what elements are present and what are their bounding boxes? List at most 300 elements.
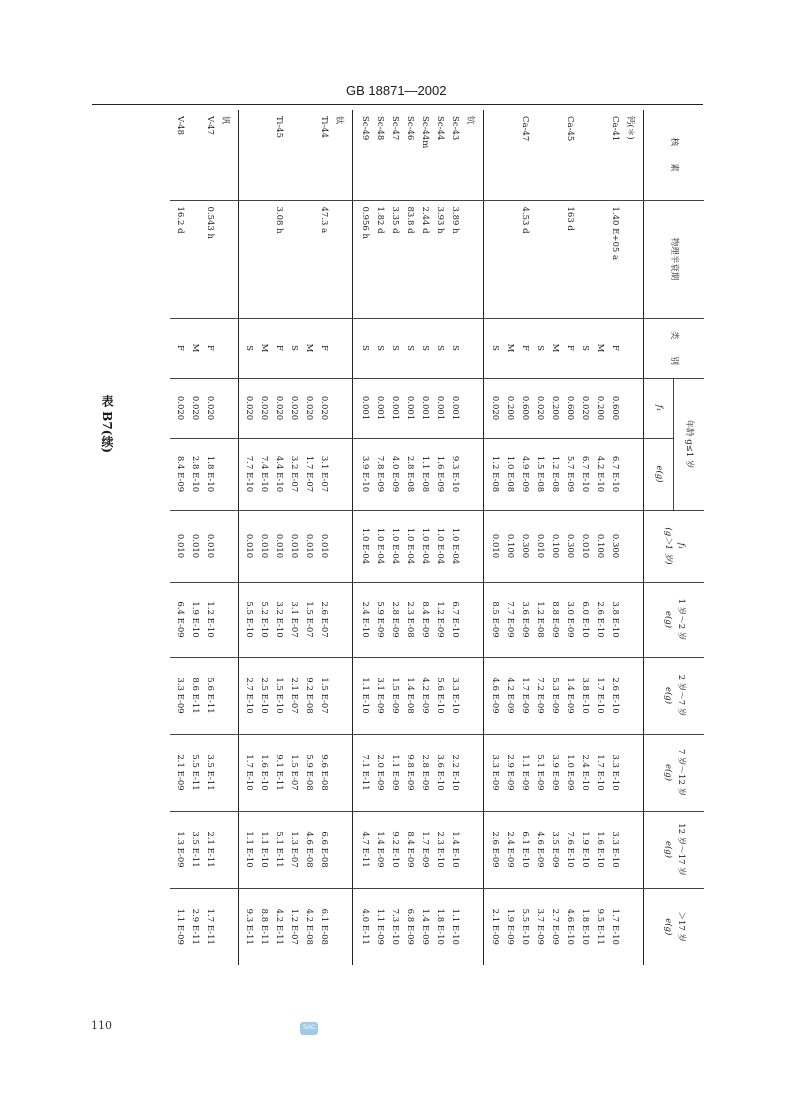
table-group-row (353, 110, 483, 1042)
cell-f1o: 1.0 E-04 (449, 527, 460, 565)
cell-a3: 7.1 E-11 (359, 754, 370, 791)
cell-a4: 2.3 E-10 (434, 831, 445, 868)
cell-a5: 1.9 E-09 (505, 908, 516, 945)
blank-line (488, 207, 503, 318)
cell-a1: 8.5 E-09 (490, 601, 501, 638)
cell-f1: 0.020 (274, 395, 285, 421)
cell-a5: 1.2 E-07 (289, 908, 300, 945)
half-life-value: 1.82 d (374, 206, 385, 234)
cell-a2: 4.2 E-09 (505, 677, 516, 714)
cell-class: M (189, 343, 200, 353)
col-eg (483, 438, 644, 510)
nuclide-name: Sc-49 (359, 116, 370, 141)
cell-a5: 9.5 E-11 (595, 908, 606, 945)
cell-eg: 4.2 E-10 (595, 455, 606, 493)
cell-eg: 7.4 E-10 (259, 455, 270, 493)
header-age-5 (644, 888, 704, 965)
col-f1 (483, 378, 644, 438)
cell-f1: 0.200 (595, 395, 606, 421)
cell-f1o: 0.010 (490, 533, 501, 559)
cell-f1: 0.020 (289, 395, 300, 421)
blank-line (462, 658, 477, 734)
blank-line (187, 116, 202, 200)
cell-class: F (274, 345, 285, 351)
cell-f1: 0.020 (174, 395, 185, 421)
cell-a2: 3.3 E-09 (174, 677, 185, 714)
cell-a3: 1.7 E-10 (244, 754, 255, 791)
blank-line (301, 116, 316, 200)
blank-line (533, 207, 548, 318)
blank-line (503, 116, 518, 200)
blank-line (623, 583, 638, 657)
cell-a5: 1.4 E-09 (419, 908, 430, 945)
cell-a4: 3.5 E-09 (550, 831, 561, 868)
header-age-4 (644, 811, 704, 888)
col-a3 (238, 734, 353, 811)
cell-a4: 5.1 E-11 (274, 831, 285, 868)
cell-a4: 3.5 E-11 (189, 831, 200, 868)
cell-a5: 5.5 E-10 (520, 908, 531, 945)
cell-a2: 1.5 E-09 (389, 677, 400, 714)
half-life-cell (170, 200, 238, 318)
rotated-table-wrapper (170, 110, 704, 1042)
cell-a3: 1.6 E-10 (259, 754, 270, 791)
cell-f1: 0.001 (374, 395, 385, 421)
half-life-value: 3.93 h (434, 206, 445, 234)
blank-line (462, 379, 477, 438)
col-a1 (238, 582, 353, 657)
cell-a3: 9.1 E-11 (274, 754, 285, 791)
cell-a4: 1.9 E-10 (580, 831, 591, 868)
cell-a5: 2.1 E-09 (490, 908, 501, 945)
cell-class: F (204, 345, 215, 351)
blank-line (187, 207, 202, 318)
cell-f1o: 0.100 (550, 533, 561, 559)
cell-a4: 7.6 E-10 (565, 831, 576, 868)
header-age-1 (644, 582, 704, 657)
nuclide-name: Sc-44 (434, 116, 445, 141)
cell-a5: 1.7 E-11 (204, 908, 215, 945)
half-life-value: 2.44 d (419, 206, 430, 234)
cell-f1: 0.020 (319, 395, 330, 421)
cell-a4: 4.6 E-09 (535, 831, 546, 868)
cell-a4: 1.1 E-10 (244, 831, 255, 868)
cell-class: S (244, 345, 255, 351)
cell-class: S (449, 345, 460, 351)
nuclide-cell (170, 110, 238, 200)
cell-a4: 9.2 E-10 (389, 831, 400, 868)
cell-a2: 2.1 E-07 (289, 677, 300, 714)
cell-f1: 0.001 (434, 395, 445, 421)
header-rule (92, 104, 703, 105)
blank-line (217, 889, 232, 966)
cell-eg: 1.1 E-08 (419, 455, 430, 493)
cell-a4: 6.6 E-08 (319, 831, 330, 868)
half-life-value: 3.35 d (389, 206, 400, 234)
blank-line (623, 439, 638, 510)
col-a2 (238, 657, 353, 734)
element-group-label: 钙(＊) (625, 116, 636, 140)
cell-a1: 1.2 E-10 (204, 601, 215, 638)
blank-line (241, 207, 256, 318)
cell-eg: 3.9 E-10 (359, 455, 370, 493)
blank-line (623, 812, 638, 888)
cell-a2: 1.5 E-07 (319, 677, 330, 714)
cell-f1: 0.001 (449, 395, 460, 421)
cell-a3: 3.5 E-11 (204, 754, 215, 791)
cell-eg: 1.0 E-08 (505, 455, 516, 493)
blank-line (462, 207, 477, 318)
cell-a3: 2.1 E-09 (174, 754, 185, 791)
blank-line (548, 116, 563, 200)
cell-f1o: 0.010 (174, 533, 185, 559)
cell-eg: 4.9 E-09 (520, 455, 531, 493)
cell-class: S (419, 345, 430, 351)
cell-a3: 1.1 E-09 (520, 754, 531, 791)
cell-a4: 4.7 E-11 (359, 831, 370, 868)
cell-eg: 1.2 E-08 (490, 455, 501, 493)
nuclide-name: Ca-41 (610, 116, 621, 142)
table-caption: 表 B7(续) (100, 395, 114, 454)
cell-a5: 4.2 E-08 (304, 908, 315, 945)
col-f1o (238, 510, 353, 582)
half-life-value: 4.53 d (520, 206, 531, 234)
header-age-1-eg: e(g) (662, 610, 673, 629)
cell-a3: 2.2 E-10 (449, 754, 460, 791)
col-a2 (353, 657, 483, 734)
cell-a3: 3.9 E-09 (550, 754, 561, 791)
col-a5 (483, 888, 644, 965)
nuclide-cell (353, 110, 483, 200)
cell-a5: 2.9 E-11 (189, 908, 200, 945)
cell-a1: 7.7 E-09 (505, 601, 516, 638)
nuclide-name: Sc-48 (374, 116, 385, 141)
cell-a1: 3.6 E-09 (520, 601, 531, 638)
cell-f1: 0.001 (359, 395, 370, 421)
half-life-value: 47.3 a (319, 206, 330, 234)
blank-line (623, 319, 638, 378)
cell-a1: 1.5 E-07 (304, 601, 315, 638)
cell-class: S (535, 345, 546, 351)
cell-f1o: 1.0 E-04 (419, 527, 430, 565)
cell-a2: 5.6 E-11 (204, 677, 215, 714)
cell-f1o: 0.010 (274, 533, 285, 559)
cell-a4: 3.3 E-10 (610, 831, 621, 868)
cell-class: F (520, 345, 531, 351)
cell-a5: 7.3 E-10 (389, 908, 400, 945)
cell-a4: 2.6 E-09 (490, 831, 501, 868)
cell-class: S (490, 345, 501, 351)
blank-line (623, 511, 638, 582)
header-age-2-eg: e(g) (662, 686, 673, 705)
cell-a1: 2.6 E-10 (595, 601, 606, 638)
col-f1 (353, 378, 483, 438)
col-f1 (238, 378, 353, 438)
cell-a2: 1.7 E-10 (595, 677, 606, 714)
cell-a5: 1.7 E-10 (610, 908, 621, 945)
cell-a3: 3.6 E-10 (434, 754, 445, 791)
nuclide-name: Sc-44m (419, 116, 430, 149)
cell-class: F (565, 345, 576, 351)
nuclide-name: Ti-44 (319, 116, 330, 139)
cell-a2: 7.2 E-09 (535, 677, 546, 714)
cell-a3: 5.5 E-11 (189, 754, 200, 791)
cell-a1: 5.9 E-09 (374, 601, 385, 638)
cell-a3: 1.1 E-09 (389, 754, 400, 791)
cell-class: S (580, 345, 591, 351)
blank-line (533, 116, 548, 200)
cell-a2: 2.6 E-10 (610, 677, 621, 714)
cell-class: F (610, 345, 621, 351)
header-age-3-eg: e(g) (662, 763, 673, 782)
cell-a3: 9.6 E-08 (319, 754, 330, 791)
cell-f1o: 0.100 (505, 533, 516, 559)
col-f1o (170, 510, 238, 582)
half-life-value: 0.543 h (204, 206, 215, 240)
blank-line (331, 889, 346, 966)
element-group-label: 钪 (464, 116, 475, 125)
col-a3 (170, 734, 238, 811)
nuclide-name: V-48 (174, 116, 185, 136)
cell-eg: 1.5 E-08 (535, 455, 546, 493)
cell-a5: 1.8 E-10 (580, 908, 591, 945)
cell-f1o: 0.010 (204, 533, 215, 559)
blank-line (462, 889, 477, 966)
blank-line (623, 735, 638, 811)
header-age-group: 年龄 g≤1 岁 (674, 378, 704, 510)
blank-line (331, 379, 346, 438)
cell-class: F (174, 345, 185, 351)
col-eg (353, 438, 483, 510)
cell-a2: 1.1 E-10 (359, 677, 370, 714)
cell-a2: 2.7 E-10 (244, 677, 255, 714)
blank-line (331, 319, 346, 378)
blank-line (217, 658, 232, 734)
cell-f1o: 0.100 (595, 533, 606, 559)
cell-a3: 2.0 E-09 (374, 754, 385, 791)
standard-id: GB 18871—2002 (346, 83, 447, 98)
cell-a3: 1.5 E-07 (289, 754, 300, 791)
col-eg (170, 438, 238, 510)
blank-line (331, 583, 346, 657)
element-group-label: 钛 (334, 116, 345, 125)
cell-a1: 3.1 E-07 (289, 601, 300, 638)
element-group-label: 钒 (219, 116, 230, 125)
header-age-2 (644, 657, 704, 734)
blank-line (331, 207, 346, 318)
cell-class: S (389, 345, 400, 351)
cell-a2: 1.7 E-09 (520, 677, 531, 714)
cell-f1: 0.020 (535, 395, 546, 421)
cell-f1o: 0.010 (319, 533, 330, 559)
table-group-row (238, 110, 353, 1042)
half-life-cell (238, 200, 353, 318)
blank-line (217, 379, 232, 438)
half-life-value: 0.956 h (359, 206, 370, 240)
col-a1 (170, 582, 238, 657)
col-class (238, 318, 353, 378)
cell-f1o: 0.010 (580, 533, 591, 559)
cell-a3: 2.4 E-10 (580, 754, 591, 791)
half-life-value: 16.2 d (174, 206, 185, 234)
blank-line (217, 207, 232, 318)
cell-a4: 1.3 E-07 (289, 831, 300, 868)
cell-a3: 1.0 E-09 (565, 754, 576, 791)
cell-a1: 6.0 E-10 (580, 601, 591, 638)
blank-line (623, 207, 638, 318)
cell-class: S (289, 345, 300, 351)
cell-f1o: 1.0 E-04 (359, 527, 370, 565)
cell-a2: 3.1 E-09 (374, 677, 385, 714)
cell-f1: 0.001 (419, 395, 430, 421)
cell-f1o: 1.0 E-04 (374, 527, 385, 565)
cell-eg: 1.2 E-08 (550, 455, 561, 493)
cell-a4: 2.1 E-11 (204, 831, 215, 868)
blank-line (331, 511, 346, 582)
col-a4 (353, 811, 483, 888)
cell-a3: 5.1 E-09 (535, 754, 546, 791)
cell-a1: 2.4 E-10 (359, 601, 370, 638)
cell-f1: 0.020 (244, 395, 255, 421)
cell-f1: 0.200 (550, 395, 561, 421)
header-age-5-eg: e(g) (662, 918, 673, 936)
cell-class: M (505, 343, 516, 353)
col-a1 (353, 582, 483, 657)
half-life-cell (483, 200, 644, 318)
half-life-value: 3.08 h (274, 206, 285, 234)
blank-line (217, 319, 232, 378)
cell-a1: 3.0 E-09 (565, 601, 576, 638)
half-life-cell (353, 200, 483, 318)
cell-a1: 2.6 E-07 (319, 601, 330, 638)
cell-a1: 2.3 E-08 (404, 601, 415, 638)
cell-a1: 8.8 E-09 (550, 601, 561, 638)
half-life-value: 163 d (565, 206, 576, 231)
col-f1o (353, 510, 483, 582)
cell-eg: 2.8 E-08 (404, 455, 415, 493)
header-nuclide: 核 素 (669, 137, 680, 172)
table-group-row (170, 110, 238, 1042)
cell-f1: 0.600 (520, 395, 531, 421)
cell-eg: 9.3 E-10 (449, 455, 460, 493)
cell-eg: 7.8 E-09 (374, 455, 385, 493)
cell-a4: 8.4 E-09 (404, 831, 415, 868)
cell-a5: 1.1 E-09 (174, 908, 185, 945)
col-a4 (483, 811, 644, 888)
cell-a5: 3.7 E-09 (535, 908, 546, 945)
header-half-life: 物理半衰期 (644, 200, 704, 318)
cell-a2: 3.8 E-10 (580, 677, 591, 714)
cell-eg: 4.4 E-10 (274, 455, 285, 493)
blank-line (217, 511, 232, 582)
cell-eg: 8.4 E-09 (174, 455, 185, 493)
header-age-3 (644, 734, 704, 811)
header-class: 类 别 (644, 318, 704, 378)
blank-line (623, 658, 638, 734)
cell-a1: 1.9 E-10 (189, 601, 200, 638)
cell-a5: 6.8 E-09 (404, 908, 415, 945)
nuclide-cell (483, 110, 644, 200)
cell-eg: 3.2 E-07 (289, 455, 300, 493)
blank-line (503, 207, 518, 318)
col-a3 (353, 734, 483, 811)
col-class (170, 318, 238, 378)
cell-a1: 6.7 E-10 (449, 601, 460, 638)
cell-a1: 3.2 E-10 (274, 601, 285, 638)
cell-f1o: 0.010 (259, 533, 270, 559)
col-a3 (483, 734, 644, 811)
cell-eg: 6.7 E-10 (580, 455, 591, 493)
col-a2 (483, 657, 644, 734)
blank-line (548, 207, 563, 318)
cell-a5: 2.7 E-09 (550, 908, 561, 945)
nuclide-name: V-47 (204, 116, 215, 136)
header-age-2-label: 2 岁～7 岁 (676, 674, 687, 717)
cell-a3: 2.8 E-09 (419, 754, 430, 791)
cell-f1: 0.020 (580, 395, 591, 421)
blank-line (217, 583, 232, 657)
cell-eg: 7.7 E-10 (244, 455, 255, 493)
header-age-1-label: 1 岁～2 岁 (676, 598, 687, 641)
blank-line (217, 439, 232, 510)
cell-f1: 0.020 (490, 395, 501, 421)
blank-line (331, 439, 346, 510)
cell-eg: 1.7 E-07 (304, 455, 315, 493)
cell-class: S (404, 345, 415, 351)
cell-class: F (319, 345, 330, 351)
blank-line (593, 207, 608, 318)
cell-eg: 3.1 E-07 (319, 455, 330, 493)
col-a4 (170, 811, 238, 888)
cell-f1: 0.600 (565, 395, 576, 421)
cell-a1: 5.2 E-10 (259, 601, 270, 638)
cell-a4: 1.4 E-09 (374, 831, 385, 868)
cell-f1o: 0.010 (535, 533, 546, 559)
blank-line (488, 116, 503, 200)
cell-a4: 1.1 E-10 (259, 831, 270, 868)
cell-a5: 6.1 E-08 (319, 908, 330, 945)
blank-line (578, 207, 593, 318)
cell-a2: 8.6 E-11 (189, 677, 200, 714)
cell-a4: 4.6 E-08 (304, 831, 315, 868)
cell-a2: 1.4 E-08 (404, 677, 415, 714)
cell-a5: 4.6 E-10 (565, 908, 576, 945)
cell-class: S (434, 345, 445, 351)
page-number: 110 (91, 1019, 112, 1032)
cell-f1o: 0.300 (610, 533, 621, 559)
cell-f1: 0.001 (404, 395, 415, 421)
cell-a1: 3.8 E-10 (610, 601, 621, 638)
cell-eg: 4.0 E-09 (389, 455, 400, 493)
header-age-5-label: ＞17 岁 (676, 911, 687, 943)
cell-f1: 0.020 (189, 395, 200, 421)
nuclide-name: Ca-45 (565, 116, 576, 142)
nuclide-name: Sc-47 (389, 116, 400, 141)
blank-line (462, 511, 477, 582)
blank-line (623, 379, 638, 438)
col-class (483, 318, 644, 378)
cell-f1o: 1.0 E-04 (434, 527, 445, 565)
col-a4 (238, 811, 353, 888)
blank-line (256, 116, 271, 200)
cell-a4: 1.6 E-10 (595, 831, 606, 868)
cell-class: M (595, 343, 606, 353)
cell-a4: 1.3 E-09 (174, 831, 185, 868)
cell-a3: 1.7 E-10 (595, 754, 606, 791)
cell-a5: 4.0 E-11 (359, 908, 370, 945)
blank-line (286, 207, 301, 318)
cell-f1o: 0.010 (289, 533, 300, 559)
